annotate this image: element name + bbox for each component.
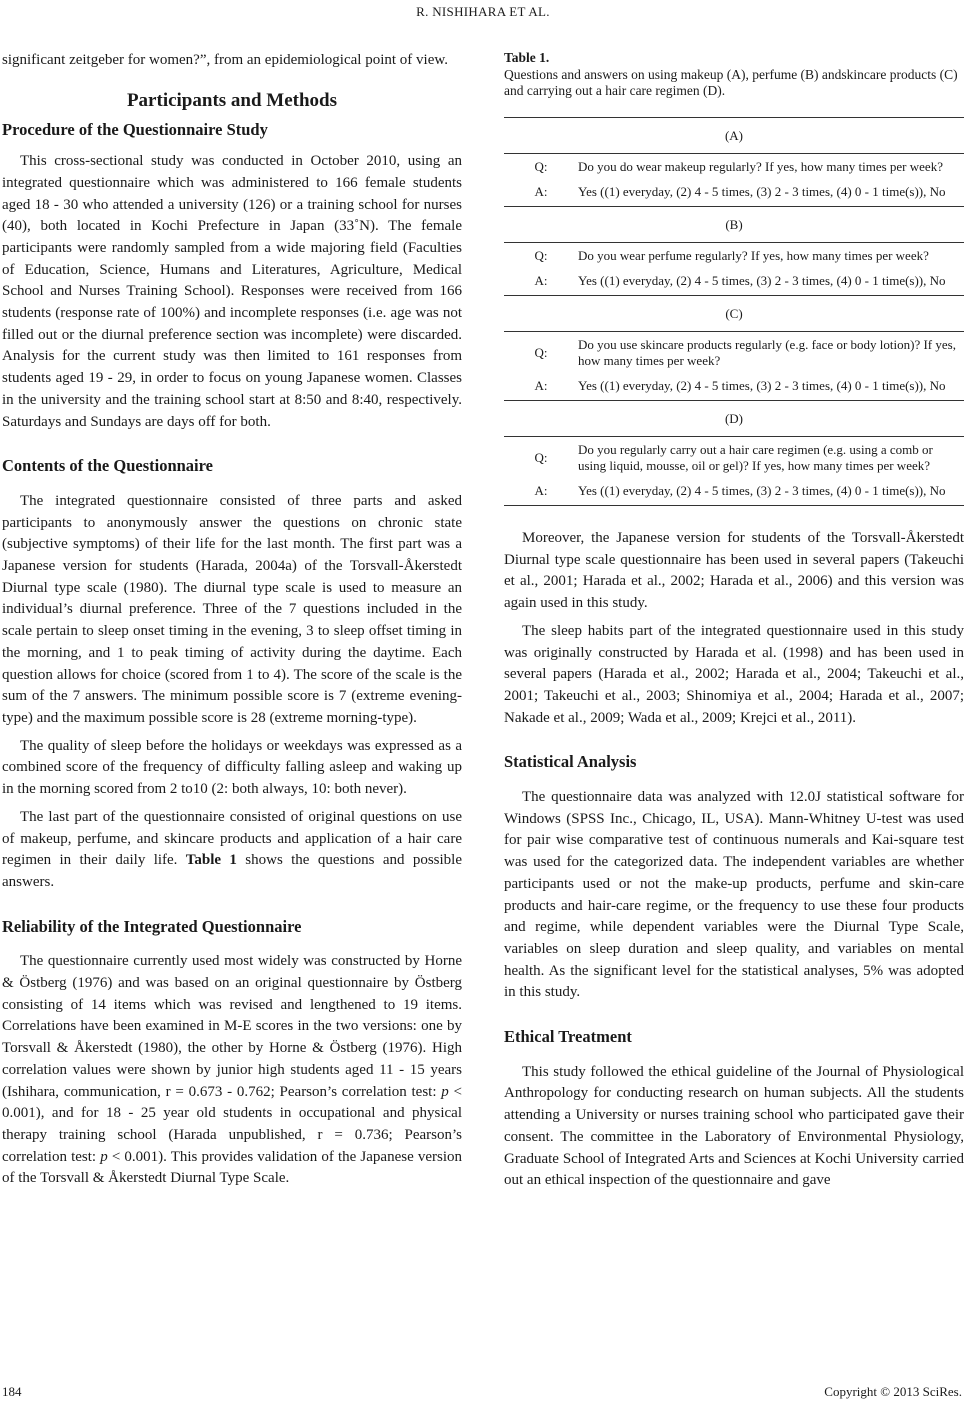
question-label: Q: — [534, 450, 548, 465]
right-column — [504, 50, 964, 1192]
question-text: Do you wear perfume regularly? If yes, how many times per week? — [578, 248, 929, 263]
table-title: Table 1. — [504, 50, 550, 65]
answer-label: A: — [534, 184, 548, 199]
section-heading-participants: Participants and Methods — [126, 89, 338, 111]
statistical-paragraph: The questionnaire data was analyzed with 12.0J statistical software for Windows (SPSS Inc., Chicago, IL, USA). Mann-Whitney U-test was used for pair wise comparative test of continuous numerals and Kai-square test was used for the categorized data. The independent variables are whether participants used or not the make-up products, perfume and skin-care products and hair-care regime, or the frequency to use these four products and regime, while dependent variables were the Diurnal Type Scale, variables on sleep duration and sleep quality, and variables on mental health. As the significant level for the statistical analyses, 5% was adopted in this study. — [504, 789, 964, 1001]
qa-table — [504, 117, 964, 506]
answer-row — [504, 180, 964, 207]
answer-row — [504, 269, 964, 296]
section-label: (C) — [504, 296, 964, 332]
contents-paragraph-3: The last part of the questionnaire consisted of original questions on use of makeup, perfume, and skincare products and application of a hair care regimen in their daily life. Table 1 shows the questions and possible answers. — [2, 808, 463, 890]
running-header: R. NISHIHARA ET AL. — [416, 4, 550, 19]
question-text: Do you do wear makeup regularly? If yes, how many times per week? — [578, 159, 943, 174]
answer-text: Yes ((1) everyday, (2) 4 - 5 times, (3) 2 - 3 times, (4) 0 - 1 time(s)), No — [578, 479, 964, 506]
table-section-row — [504, 296, 964, 332]
subheading-procedure: Procedure of the Questionnaire Study — [2, 120, 268, 140]
answer-row — [504, 374, 964, 401]
reliability-paragraph: The questionnaire currently used most widely was constructed by Horne & Östberg (1976) and was based on an original questionnaire by Östberg consisting of 14 items which was revised and lengthened to 19 items. Correlations have been examined in M-E scores in the two versions: one by Torsvall & Åkerstedt (1980), the other by Horne & Östberg (1976). High correlation values were shown by junior high students aged 11 - 15 years (Ishihara, communication, r = 0.673 - 0.762; Pearson’s correlation test: p < 0.001), and for 18 - 25 year old students in occupational and physical therapy training school (Harada unpublished, r = 0.736; Pearson’s correlation test: p < 0.001). This provides validation of the Japanese version of the Torsvall & Åkerstedt Diurnal Type Scale. — [2, 953, 463, 1187]
question-row — [504, 332, 964, 375]
left-column — [2, 50, 462, 1190]
subheading-reliability: Reliability of the Integrated Questionnaire — [2, 916, 302, 936]
answer-label: A: — [534, 273, 548, 288]
question-label: Q: — [534, 345, 548, 360]
question-label: Q: — [534, 159, 548, 174]
intro-paragraph: significant zeitgeber for women?”, from an epidemiological point of view. — [2, 52, 448, 68]
answer-row — [504, 479, 964, 506]
section-label: (A) — [504, 118, 964, 154]
table-caption: Questions and answers on using makeup (A), perfume (B) andskincare products (C) and carrying out a hair care regimen (D). — [504, 67, 958, 98]
page-number: 184 — [2, 1384, 22, 1399]
table-section-row — [504, 207, 964, 243]
subheading-ethical: Ethical Treatment — [504, 1027, 632, 1047]
question-row — [504, 243, 964, 270]
copyright: Copyright © 2013 SciRes. — [824, 1384, 962, 1399]
table-section-row — [504, 118, 964, 154]
question-text: Do you regularly carry out a hair care regimen (e.g. using a comb or using liquid, mousse, oil or gel)? If yes, how many times per week? — [578, 442, 933, 473]
procedure-paragraph: This cross-sectional study was conducted in October 2010, using an integrated questionnaire which was administered to 166 female students aged 18 - 30 who attended a university (126) or a training school for nurses (40), both located in Kochi Prefecture in Japan (33˚N). The female participants were randomly sampled from a wide majoring field (Faculties of Education, Science, Humans and Literatures, Agriculture, Medical School and Nurses Training School). Responses were received from 166 students (response rate of 100%) and incomplete responses (i.e. age was not filled out or the diurnal preference section was incomplete) were discarded. Analysis for the current study was then limited to 161 responses from students aged 19 - 29, in order to focus on young Japanese women. Classes in the university and the training school start at 8:50 and 8:40, respectively. Saturdays and Sundays are days off for both. — [2, 153, 462, 430]
question-text: Do you use skincare products regularly (e.g. face or body lotion)? If yes, how many times per week? — [578, 337, 956, 368]
section-label: (D) — [504, 401, 964, 437]
question-row — [504, 154, 964, 181]
question-row — [504, 437, 964, 480]
answer-label: A: — [534, 378, 548, 393]
contents-paragraph-1: The integrated questionnaire consisted of three parts and asked participants to anonymously answer the questions on chronic state (subjective symptoms) of their life for the last month. The first part was a Japanese version for students (Harada, 2004a) of the Torsvall-Åkerstedt Diurnal type scale (1980). The diurnal type scale is used to measure an individual’s diurnal preference. Three of the 7 questions included in the scale pertain to sleep onset timing in the evening, 3 to sleep offset timing in the morning, and 1 to peak timing of activity during the daytime. Each question allows for choice (scored from 1 to 4). The score of the scale is the sum of the 7 answers. The minimum possible score is 7 (extreme evening-type) and the maximum possible score is 28 (extreme morning-type). — [2, 492, 462, 726]
subheading-contents: Contents of the Questionnaire — [2, 456, 213, 476]
ethical-paragraph: This study followed the ethical guideline of the Journal of Physiological Anthropology for conducting research on human subjects. All the students attending a University or nurses training school who participated gave their consent. The committee in the Laboratory of Environmental Physiology, Graduate School of Integrated Arts and Sciences at Kochi University carried out an ethical inspection of the questionnaire and gave — [504, 1063, 964, 1189]
section-label: (B) — [504, 207, 964, 243]
answer-text: Yes ((1) everyday, (2) 4 - 5 times, (3) 2 - 3 times, (4) 0 - 1 time(s)), No — [578, 273, 946, 288]
answer-text: Yes ((1) everyday, (2) 4 - 5 times, (3) 2 - 3 times, (4) 0 - 1 time(s)), No — [578, 378, 946, 393]
answer-label: A: — [504, 479, 578, 506]
sleep-habits-paragraph: The sleep habits part of the integrated questionnaire used in this study was originally constructed by Harada et al. (1998) and has been used in several papers (Harada et al., 2002; Harada et al., 2004; Takeuchi et al., 2001; Takeuchi et al., 2003; Shinomiya et al., 2004; Harada et al., 2007; Nakade et al., 2009; Wada et al., 2009; Krejci et al., 2011). — [504, 622, 964, 726]
answer-text: Yes ((1) everyday, (2) 4 - 5 times, (3) 2 - 3 times, (4) 0 - 1 time(s)), No — [578, 184, 946, 199]
table-reference: Table 1 — [185, 852, 237, 869]
table-section-row — [504, 401, 964, 437]
contents-paragraph-2: The quality of sleep before the holidays or weekdays was expressed as a combined score of the frequency of difficulty falling asleep and waking up in the morning scored from 2 to10 (2: both always, 10: both never). — [2, 737, 462, 798]
subheading-statistical: Statistical Analysis — [504, 752, 637, 772]
question-label: Q: — [534, 248, 548, 263]
moreover-paragraph: Moreover, the Japanese version for students of the Torsvall-Åkerstedt Diurnal type scale questionnaire has been used in several papers (Takeuchi et al., 2001; Harada et al., 2002; Harada et al., 2006) and this version was again used in this study. — [504, 530, 964, 612]
